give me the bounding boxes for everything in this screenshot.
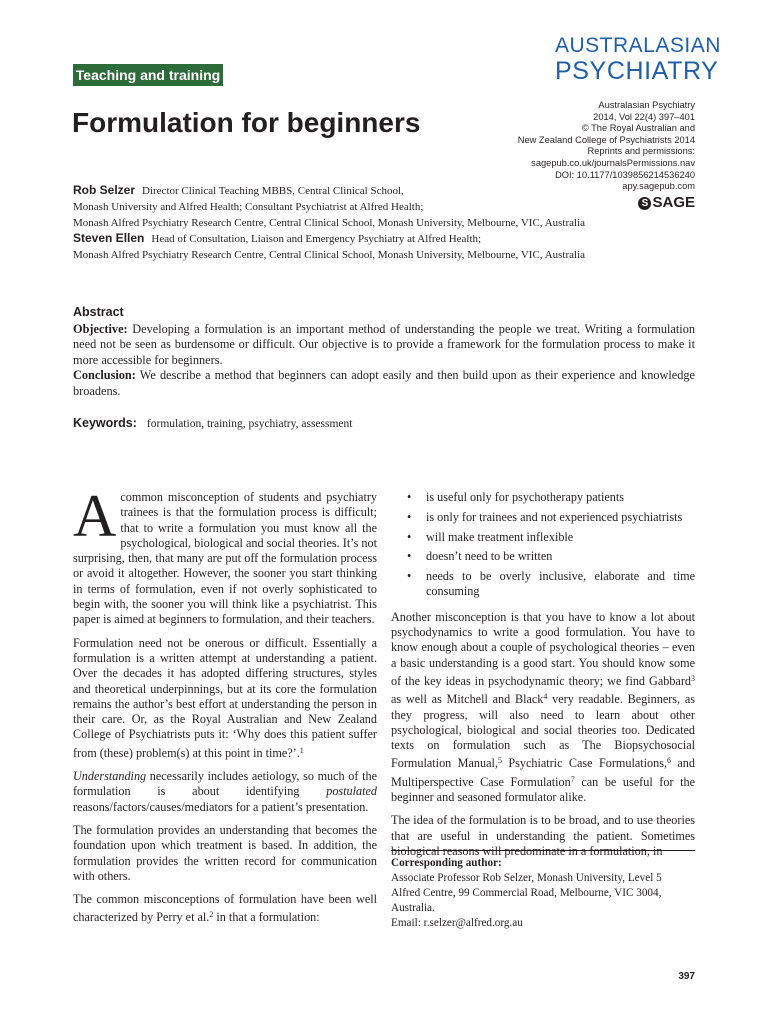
emphasis: Understanding xyxy=(73,769,147,784)
list-item: • is only for trainees and not experienced psychiatrists xyxy=(391,510,695,525)
sage-logo-icon: S xyxy=(638,197,651,210)
keywords xyxy=(73,416,352,430)
misconception-list xyxy=(391,490,695,600)
paragraph-text: in that a formulation: xyxy=(213,910,320,925)
abstract-heading: Abstract xyxy=(73,305,124,319)
page-number: 397 xyxy=(678,971,695,982)
author-name: Rob Selzer xyxy=(73,183,136,197)
publisher-logo-text: SAGE xyxy=(652,194,695,211)
body-paragraph xyxy=(73,636,377,761)
corresponding-line: Alfred Centre, 99 Commercial Road, Melbourne, VIC 3004, xyxy=(391,887,662,899)
author-affiliation: Monash Alfred Psychiatry Research Centre, Central Clinical School, Monash University, Melbourne, VIC, Australia xyxy=(73,217,586,229)
conclusion-label: Conclusion: xyxy=(73,368,136,382)
article-title: Formulation for beginners xyxy=(72,107,421,138)
body-left-column xyxy=(73,483,377,934)
body-paragraph xyxy=(391,610,695,806)
paragraph-text: Psychiatric Case Formulations, xyxy=(501,756,667,771)
journal-info-line[interactable]: DOI: 10.1177/1039856214536240 xyxy=(555,169,695,180)
paragraph-text: very readable. Beginners, as they progress, will also need to learn about other psychological, biological and social theories too. Dedicated texts on formulation such as The Biopsychosocial Formulation Manual, xyxy=(391,692,695,771)
journal-info-line: New Zealand College of Psychiatrists 2014 xyxy=(517,134,695,145)
corresponding-author xyxy=(391,850,695,931)
author-name: Steven Ellen xyxy=(73,231,145,245)
paragraph-text: The common misconceptions of formulation have been well characterized by Perry et al. xyxy=(73,892,377,925)
emphasis: postulated xyxy=(326,784,377,799)
body-paragraph xyxy=(73,892,377,926)
publisher-logo xyxy=(638,194,695,211)
author-2 xyxy=(73,230,633,263)
body-paragraph: The idea of the formulation is to be broad, and to use theories that are useful in understanding the patient. Sometimes biological reasons will predominate in a formulation, in xyxy=(391,813,695,858)
paragraph-text: and Multiperspective Case Formulation xyxy=(391,756,695,789)
paragraph-text: Another misconception is that you have to know a lot about psychodynamics to write a good formulation. You have to know enough about a couple of psychological theories – even a basic understanding is a good start. You should know some of the key ideas in psychodynamic theory; we find Gabbard xyxy=(391,609,695,688)
paragraph-text: can be useful for the beginner and seasoned formulator alike. xyxy=(391,774,695,805)
author-affiliation: Director Clinical Teaching MBBS, Central Clinical School, xyxy=(142,185,404,197)
reference-mark[interactable]: 6 xyxy=(667,756,671,766)
list-item: • needs to be overly inclusive, elaborate and time consuming xyxy=(391,569,695,600)
reference-mark[interactable]: 1 xyxy=(299,745,304,755)
journal-info xyxy=(518,100,695,193)
corresponding-line: Associate Professor Rob Selzer, Monash University, Level 5 xyxy=(391,872,662,884)
list-item: • is useful only for psychotherapy patients xyxy=(391,490,695,505)
body-paragraph xyxy=(73,483,377,628)
journal-info-line: Australasian Psychiatry xyxy=(598,100,695,110)
author-affiliation: Head of Consultation, Liaison and Emergency Psychiatry at Alfred Health; xyxy=(151,233,482,245)
journal-brand-line2: PSYCHIATRY xyxy=(555,57,719,85)
drop-cap: A xyxy=(73,483,117,549)
journal-info-line[interactable]: sagepub.co.uk/journalsPermissions.nav xyxy=(531,157,695,168)
author-1 xyxy=(73,182,633,231)
paragraph-text: necessarily includes aetiology, so much of the formulation is about identifying xyxy=(73,769,377,799)
list-item: • will make treatment inflexible xyxy=(391,530,695,545)
objective-label: Objective: xyxy=(73,321,128,336)
corresponding-label: Corresponding author: xyxy=(391,857,502,869)
corresponding-line: Australia. xyxy=(391,902,435,914)
paragraph-text: Formulation need not be onerous or difficult. Essentially a formulation is a written attempt at understanding a patient. Over the decades it has adopted differing structures, styles and theoretical underpinnings, but at its core the formulation remains the author’s best effort at understanding the person in their care. Or, as the Royal Australian and New Zealand College of Psychiatrists puts it: ‘Why does this patient suffer from (these) problem(s) at this point in time?’. xyxy=(73,635,377,760)
journal-brand-line1: AUSTRALASIAN xyxy=(555,34,721,57)
journal-info-line: © The Royal Australian and xyxy=(581,123,695,134)
paragraph-text: common misconception of students and psychiatry trainees is that the formulation process is difficult; that to write a formulation you must know all the psychological, biological and social theories. It’s not surprising, then, that many are put off the formulation process or avoid it altogether. However, the sooner you start thinking in terms of formulation, even if not overly sophisticated to begin with, the sooner you will think like a psychiatrist. This paper is aimed at beginners to formulation, and their teachers. xyxy=(73,490,377,627)
reference-mark[interactable]: 5 xyxy=(497,756,502,766)
body-paragraph xyxy=(73,769,377,815)
author-affiliation: Monash University and Alfred Health; Consultant Psychiatrist at Alfred Health; xyxy=(73,201,424,213)
body-right-column xyxy=(391,490,695,867)
author-affiliation: Monash Alfred Psychiatry Research Centre, Central Clinical School, Monash University, Melbourne, VIC, Australia xyxy=(73,249,586,261)
abstract-objective xyxy=(73,322,695,369)
reference-mark[interactable]: 4 xyxy=(543,692,548,702)
reference-mark[interactable]: 7 xyxy=(570,774,575,784)
reference-mark[interactable]: 3 xyxy=(691,673,695,683)
body-paragraph: The formulation provides an understanding that becomes the foundation upon which treatment is based. In addition, the formulation provides the written record for communication with others. xyxy=(73,822,377,883)
conclusion-text: We describe a method that beginners can adopt easily and then build upon as their experience and knowledge broadens. xyxy=(73,368,696,398)
list-item: • doesn’t need to be written xyxy=(391,549,695,564)
objective-text: Developing a formulation is an important method of understanding the people we treat. Writing a formulation need not be seen as burdensome or difficult. Our objective is to provide a framework for the formulation process to make it more accessible for beginners. xyxy=(73,321,695,367)
reference-mark[interactable]: 2 xyxy=(209,910,214,920)
journal-info-line: Reprints and permissions: xyxy=(587,146,695,157)
section-tag: Teaching and training xyxy=(73,64,223,86)
abstract-conclusion xyxy=(73,368,695,399)
paragraph-text: reasons/factors/causes/mediators for a patient’s presentation. xyxy=(73,799,369,814)
journal-info-line[interactable]: apy.sagepub.com xyxy=(622,181,695,192)
corresponding-email[interactable]: Email: r.selzer@alfred.org.au xyxy=(391,917,523,929)
abstract xyxy=(73,305,695,399)
keywords-text: formulation, training, psychiatry, assessment xyxy=(146,418,353,430)
paragraph-text: as well as Mitchell and Black xyxy=(391,692,544,707)
journal-info-line: 2014, Vol 22(4) 397–401 xyxy=(593,111,695,122)
keywords-label: Keywords: xyxy=(73,416,137,430)
